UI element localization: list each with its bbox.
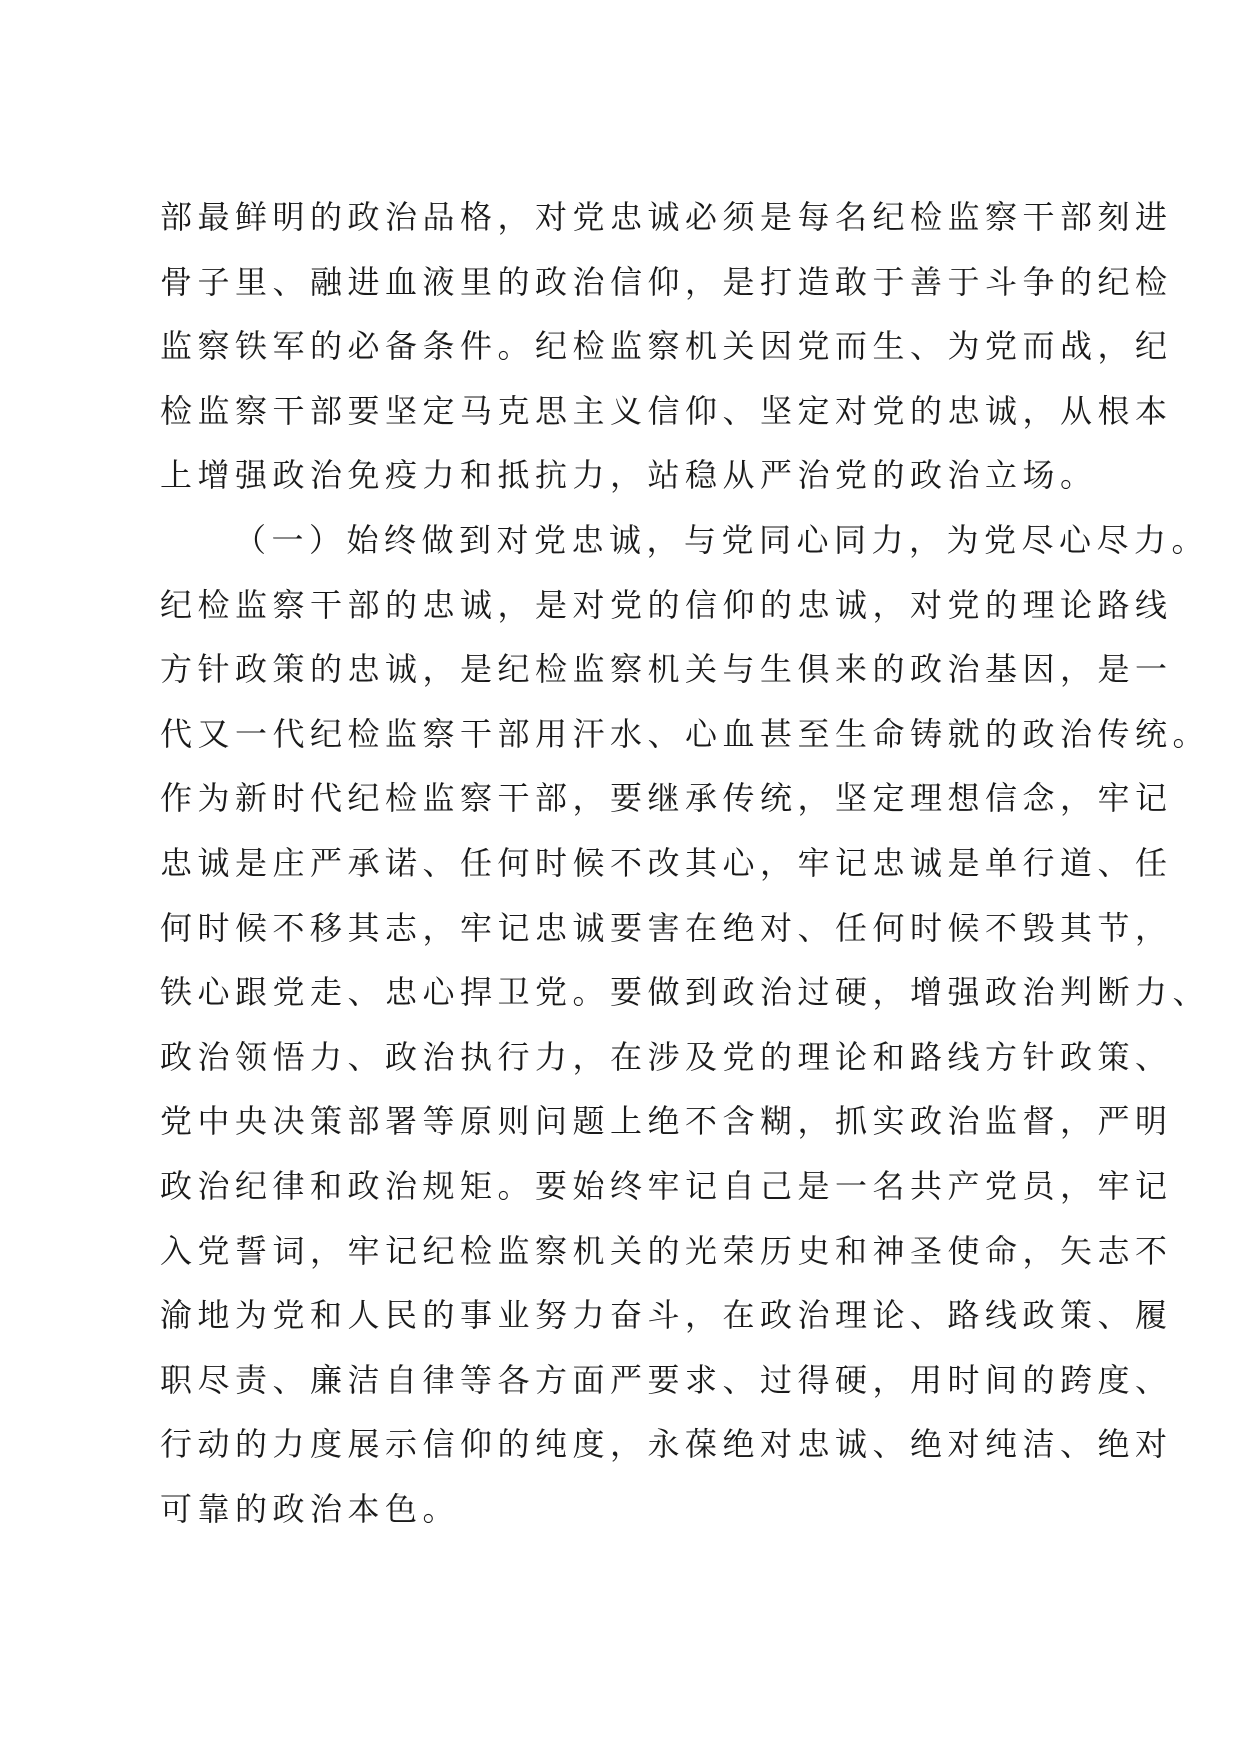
- text-line: 入党誓词，牢记纪检监察机关的光荣历史和神圣使命，矢志不: [160, 1231, 1173, 1270]
- text-line: 忠诚是庄严承诺、任何时候不改其心，牢记忠诚是单行道、任: [160, 843, 1173, 882]
- text-line: 部最鲜明的政治品格，对党忠诚必须是每名纪检监察干部刻进: [160, 198, 1173, 236]
- text-line: 方针政策的忠诚，是纪检监察机关与生俱来的政治基因，是一: [160, 650, 1173, 689]
- document-body: [160, 185, 1211, 1541]
- section-heading-line: （一）始终做到对党忠诚，与党同心同力，为党尽心尽力。: [234, 520, 1210, 559]
- text-line: 党中央决策部署等原则问题上绝不含糊，抓实政治监督，严明: [160, 1102, 1173, 1141]
- text-line: 铁心跟党走、忠心捍卫党。要做到政治过硬，增强政治判断力、: [160, 973, 1211, 1012]
- text-line: 代又一代纪检监察干部用汗水、心血甚至生命铸就的政治传统。: [160, 714, 1211, 753]
- text-line: 检监察干部要坚定马克思主义信仰、坚定对党的忠诚，从根本: [160, 391, 1173, 430]
- text-line: 渝地为党和人民的事业努力奋斗，在政治理论、路线政策、履: [160, 1296, 1173, 1335]
- text-line: 骨子里、融进血液里的政治信仰，是打造敢于善于斗争的纪检: [160, 262, 1173, 301]
- text-line: 职尽责、廉洁自律等各方面严要求、过得硬，用时间的跨度、: [160, 1360, 1173, 1399]
- text-line: 政治纪律和政治规矩。要始终牢记自己是一名共产党员，牢记: [160, 1166, 1173, 1205]
- text-line: 行动的力度展示信仰的纯度，永葆绝对忠诚、绝对纯洁、绝对: [160, 1425, 1173, 1464]
- text-line: 政治领悟力、政治执行力，在涉及党的理论和路线方针政策、: [160, 1037, 1173, 1076]
- text-line: 纪检监察干部的忠诚，是对党的信仰的忠诚，对党的理论路线: [160, 585, 1173, 624]
- text-line: 作为新时代纪检监察干部，要继承传统，坚定理想信念，牢记: [160, 779, 1173, 818]
- text-line: 上增强政治免疫力和抵抗力，站稳从严治党的政治立场。: [160, 456, 1098, 495]
- text-line: 可靠的政治本色。: [160, 1489, 461, 1528]
- text-line: 监察铁军的必备条件。纪检监察机关因党而生、为党而战，纪: [160, 327, 1173, 366]
- text-line: 何时候不移其志，牢记忠诚要害在绝对、任何时候不毁其节，: [160, 908, 1173, 947]
